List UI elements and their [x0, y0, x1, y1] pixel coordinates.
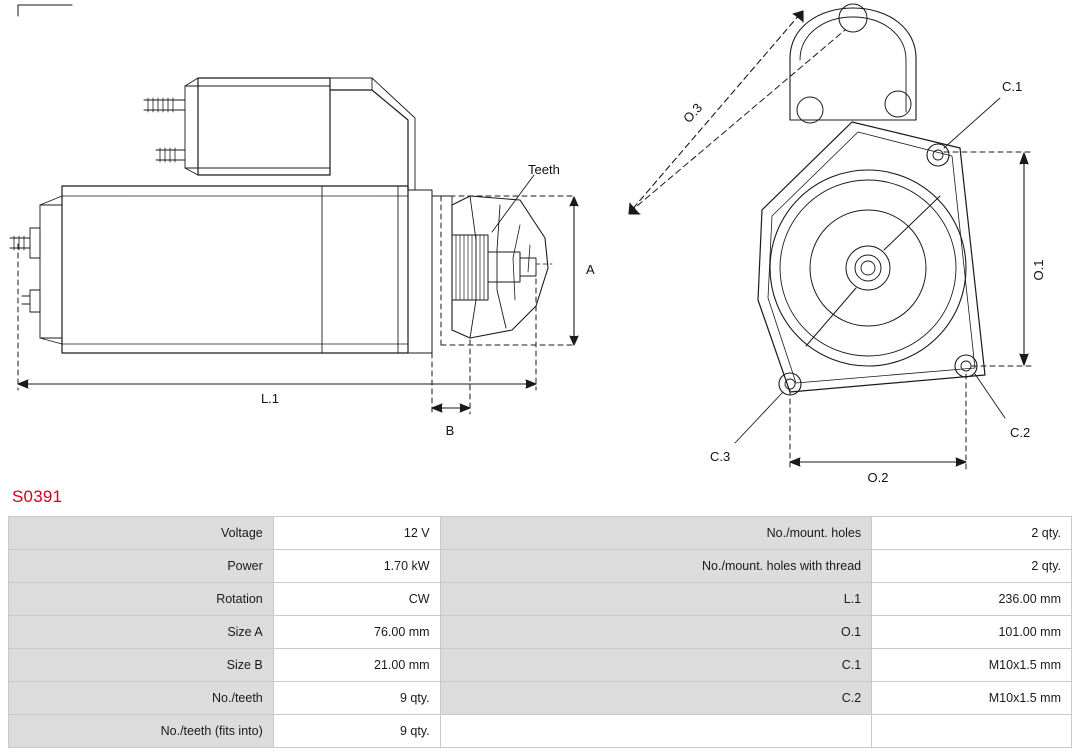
label-a: A — [586, 262, 595, 277]
label-c1: C.1 — [1002, 79, 1023, 94]
spec-value-no-teeth: 9 qty. — [273, 682, 440, 715]
table-row — [9, 616, 1072, 649]
table-row — [9, 550, 1072, 583]
spec-value-c1: M10x1.5 mm — [872, 649, 1072, 682]
spec-label-power: Power — [9, 550, 274, 583]
spec-value-power: 1.70 kW — [273, 550, 440, 583]
spec-label-size-b: Size B — [9, 649, 274, 682]
spec-label-mount-holes: No./mount. holes — [440, 517, 872, 550]
spec-value-mount-holes: 2 qty. — [872, 517, 1072, 550]
spec-empty-label — [440, 715, 872, 748]
spec-value-size-b: 21.00 mm — [273, 649, 440, 682]
spec-label-o1: O.1 — [440, 616, 872, 649]
side-view-group — [10, 5, 552, 353]
spec-value-mount-holes-thread: 2 qty. — [872, 550, 1072, 583]
spec-value-c2: M10x1.5 mm — [872, 682, 1072, 715]
label-o2: O.2 — [867, 470, 889, 485]
spec-label-c1: C.1 — [440, 649, 872, 682]
label-c3: C.3 — [710, 449, 731, 464]
spec-label-c2: C.2 — [440, 682, 872, 715]
spec-label-no-teeth: No./teeth — [9, 682, 274, 715]
spec-label-size-a: Size A — [9, 616, 274, 649]
table-row — [9, 517, 1072, 550]
specifications-table — [8, 516, 1072, 748]
spec-value-voltage: 12 V — [273, 517, 440, 550]
label-o3: O.3 — [680, 100, 706, 126]
spec-label-l1: L.1 — [440, 583, 872, 616]
label-c2: C.2 — [1010, 425, 1031, 440]
label-o1: O.1 — [1031, 259, 1046, 281]
spec-label-rotation: Rotation — [9, 583, 274, 616]
table-row — [9, 682, 1072, 715]
spec-label-mount-holes-thread: No./mount. holes with thread — [440, 550, 872, 583]
spec-label-voltage: Voltage — [9, 517, 274, 550]
table-row — [9, 583, 1072, 616]
label-b: B — [445, 423, 455, 438]
spec-empty-value — [872, 715, 1072, 748]
front-view-group — [758, 4, 985, 395]
label-l1: L.1 — [260, 391, 280, 406]
table-row — [9, 715, 1072, 748]
front-view-dimensions — [629, 11, 1032, 470]
table-row — [9, 649, 1072, 682]
spec-value-o1: 101.00 mm — [872, 616, 1072, 649]
spec-value-l1: 236.00 mm — [872, 583, 1072, 616]
label-teeth: Teeth — [528, 162, 560, 177]
spec-label-no-teeth-fits: No./teeth (fits into) — [9, 715, 274, 748]
spec-value-no-teeth-fits: 9 qty. — [273, 715, 440, 748]
part-code: S0391 — [12, 487, 63, 506]
spec-value-rotation: CW — [273, 583, 440, 616]
spec-value-size-a: 76.00 mm — [273, 616, 440, 649]
